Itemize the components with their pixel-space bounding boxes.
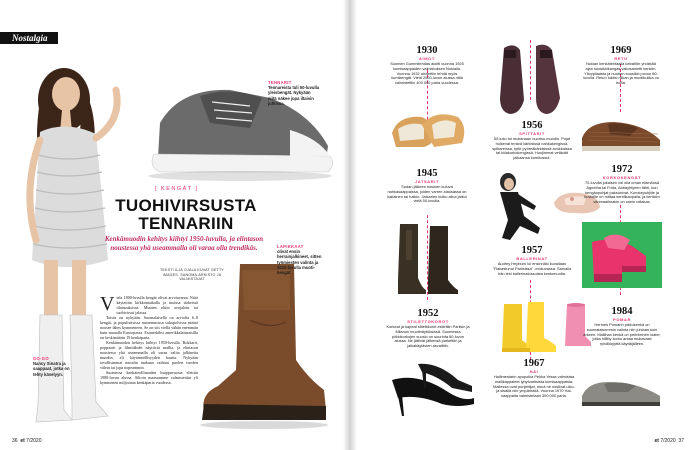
entry-year: 1972: [611, 164, 633, 175]
caption-tennarit: [268, 80, 320, 106]
entry-label: SPITTARIT: [519, 131, 545, 136]
timeline-entry-1967: [492, 358, 576, 399]
retu-shoe-photo: [578, 112, 664, 156]
entry-text: 70-luvulla jokaisen voi olla oman elämänsä Agnetha tai Frida, Abbayhtyeen tähti, kun kengänpohjat paksunivat. Korokepohjille ja kuvioille on mittaa senttikaupalla, ja kenkien värimaailmakin on usein railakas.: [584, 180, 660, 205]
article-byline: TEKSTI ILJA OJALA KUVAT GETTY IMAGES, SANOMA-ARKISTO JA VALMISTAJAT: [160, 268, 224, 282]
spittari-shoes-photo: [490, 40, 570, 118]
entry-label: BALLERINAT: [516, 256, 548, 261]
page-gutter: [343, 0, 357, 450]
caption-gogo: [33, 356, 73, 377]
entry-year: 1952: [417, 308, 439, 319]
entry-year: 1957: [521, 245, 543, 256]
entry-label: RETU: [614, 56, 628, 61]
entry-text: Hermes Pomarin pikkukenkä on suomalaisemmin valinta niin juhlaan kuin arkeen. Mallihan kenkä on perinteinen loafer, jotka hillitty korko antaa mukavasti ryhdikkyyttä käyttäjälleen.: [583, 322, 661, 347]
caption-text: Tennareista tuli 50-luvulla yleisbengät. Nykyään niitä näkee jopa iltaisin juhlissa.: [268, 85, 320, 106]
jatsari-boots-photo: [392, 220, 462, 298]
entry-text: Korkeat ja kapeat stilettikorot esiteltiin Pariisin ja Milanon muotinäytöksissä. Suomessa piikkikorkojen suosio on suurinta 60-luvun alussa. Ne jättivät jälkensä parkettiin ja jalkakäytävien asvalttiin.: [386, 324, 470, 349]
page-number: 36: [12, 438, 18, 444]
article-deck: Kenkämuodin kehitys kiihtyi 1950-luvulla, ja elintason noustessa yhä useammalla oli varaa olla trendikäs.: [104, 235, 264, 252]
entry-year: 1969: [610, 45, 632, 56]
body-paragraph: Suomessa kenkäteollisuuden huippuvuosia elettiin 1980-luvun alussa. Siltoin maassamme valmistettiin yli kymmenen miljoonaa kenkäparia vuodessa.: [100, 370, 198, 385]
entry-text: Hallimestarin apupoika Pekka Yessa valmistaa mallikappaleet lyhytvartisista kumisaappaista. Mallessa ovat punjettijat, muut ne nostivat ulko- ja sisällä niin ympäristöä. Vuonna 1970 Hai-saappaita valmistetaan 300 000 paria.: [493, 374, 575, 399]
timeline-entry-1957: [492, 245, 572, 276]
timeline-entry-1972: [582, 164, 662, 205]
page-title: TUOHIVIRSUSTA TENNARIIN: [115, 196, 257, 233]
leather-boot-photo: [190, 260, 330, 430]
caption-lapikkaat: [277, 244, 329, 275]
page-number: 37: [678, 438, 684, 444]
platform-shoe-photo: [582, 222, 662, 288]
entry-label: JATSARIT: [414, 179, 440, 184]
entry-label: POMAR: [613, 317, 631, 322]
article-body: [100, 295, 198, 385]
audrey-hepburn-photo: [490, 170, 550, 242]
entry-text: Suomen Gummitehdas aloitti vuonna 1925 kumisaappaiden valmistuksen Nokialla. Vuonna 1932 aloitettiin tehdä myös kumikengät. Vielä 2000-luvun alussa niitä valmistettiin 400 000 paria vuodessa.: [390, 61, 464, 86]
dropcap: V: [100, 293, 115, 315]
folio-right: [655, 438, 684, 444]
section-tag: Nostalgia: [0, 32, 58, 44]
magazine-name: et: [654, 438, 659, 444]
timeline-entry-1930: [386, 45, 468, 86]
entry-label: STILETTOKOROT: [407, 319, 449, 324]
slipper-photo: [388, 103, 468, 158]
entry-year: 1956: [521, 120, 543, 131]
entry-label: KORKOKENGÄT: [602, 175, 642, 180]
stiletto-photo: [388, 358, 478, 418]
timeline-entry-1984: [582, 306, 662, 347]
body-paragraph: Viela 1800-luvulla kengät olivat arvotavaraa. Niitä käytettiin kirkkomatkalla ja muissa tärkeissä tilaisuuksissa. Muuten eltiin avojaloin tai tuohivirsut jalassa.: [100, 293, 198, 315]
entry-text: Sodan jälkeen toisinen kuluva nahkasaappaissa, joiden varren alaosassa on kaitainen tai halkio. Jatsarien kulku alkoi jatkui vielä 50-luvulla.: [387, 184, 467, 204]
timeline-entry-1945: [386, 168, 468, 204]
pomar-loafer-photo: [578, 372, 664, 412]
article-kicker: [ KENGÄT ]: [155, 186, 199, 192]
timeline-entry-1969: [582, 45, 660, 86]
body-paragraph: Toisin on nykyään. Suomalaisella on arviolta 6–8 kengät, ja populistisissa nuoremmissa sukupolvissa määrä nousee lähes kymmeneen. Se on siis viellä vähän enemmän kuin muualla Euroopassa. Esimerkiksi amerikkalaisnaisilla on keskimäärin 19 kenkäparia.: [100, 315, 198, 340]
entry-year: 1930: [416, 45, 438, 56]
entry-text: Audrey Hepburn loi ensinnäki kuvallaan "Rakastunut Pariisissa" -elokuvassa. Samalla hän teki ballerinatossuista kestomuotia.: [492, 261, 572, 276]
magazine-name: et: [20, 438, 25, 444]
entry-text: 50-luku toi mukanaan nuoriso-muodin. Pojat hulkevat terävä kärkisissä nahkakengissä, spittareissa, tytöt pyöreäkärkisissä avokkaissa tai kiilakorkokengissä. Huojimmat vetäväit jalkaansa kumitossut.: [492, 136, 572, 161]
right-page: [350, 0, 696, 450]
issue-number: 7/2020: [26, 438, 42, 444]
entry-label: AIMOT: [419, 56, 435, 61]
caption-tag: LAPIKKAAT: [277, 244, 304, 249]
folio-left: [12, 438, 41, 444]
timeline-entry-1952: [386, 308, 470, 349]
entry-year: 1967: [523, 358, 545, 369]
caption-tag: TENNARIT: [268, 80, 292, 85]
issue-number: 7/2020: [660, 438, 676, 444]
body-paragraph: Kenkämuodon kehitys kiihtyi 1950-luvulla. Rokkarit, poppaarit ja filmitähdet näyttivät mallia, ja elintason noustessa yhä useammalla oli varaa valita jalkineita muodin, eli käytännöllisyyden kautta. Nykyään tavallisimmat muodin mukaan vaihtuu puolen vuoden välein tai jopa nopeammin.: [100, 340, 198, 370]
entry-year: 1984: [611, 306, 633, 317]
caption-text: olivat ensin herrainjalkineet, sitten työmiesten valinta ja 2010-luvulla muoti-kengät.: [277, 249, 322, 276]
caption-tag: GO-GO: [33, 356, 49, 361]
entry-text: Nokian kenkätehtaalla keksittiin yhdistää ajan suosikkikangas vakosametti kenkiin. Ylioppilaasta ja nuorten suosikki puvun 60-luvulla. Retun lukitsi nilkan ja muotikukka on isolla.: [583, 61, 659, 86]
entry-label: HAI: [529, 369, 539, 374]
rubber-boots-photo: [500, 300, 558, 354]
timeline-entry-1956: [492, 120, 572, 161]
entry-year: 1945: [416, 168, 438, 179]
caption-text: Nancy Sinatra ja saappaat, jotka on tehty kävelyyn.: [33, 361, 70, 377]
